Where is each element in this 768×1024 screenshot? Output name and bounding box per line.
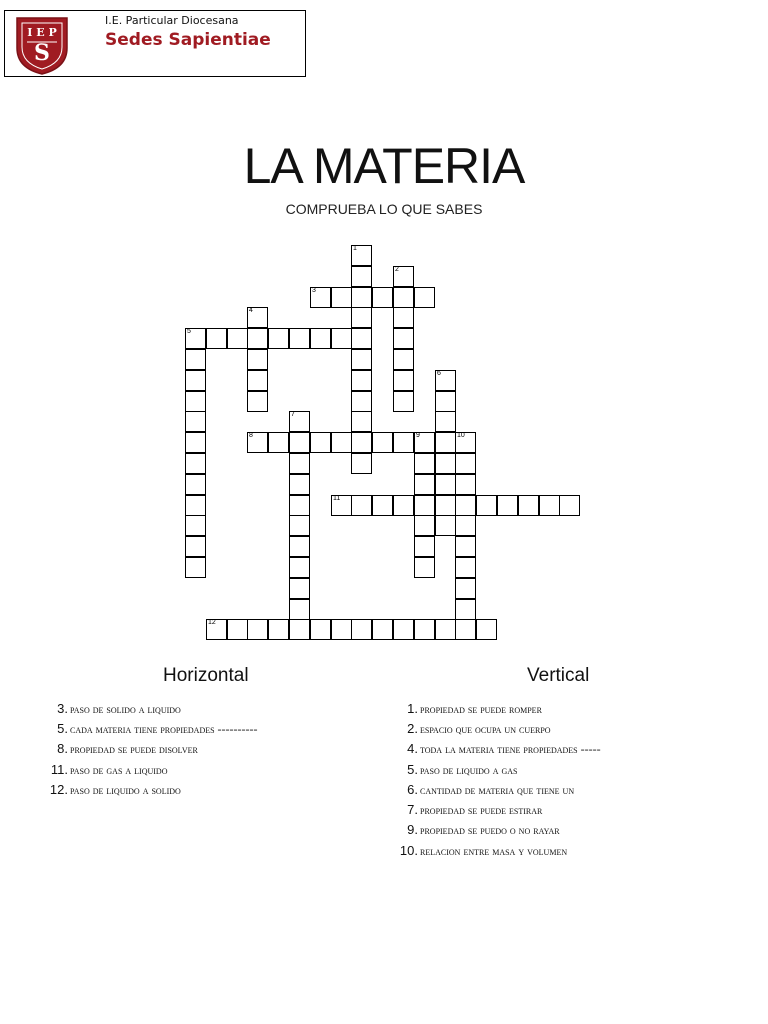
crossword-cell[interactable] [455,536,476,557]
crossword-cell[interactable] [289,432,310,453]
crossword-cell[interactable] [435,515,456,536]
crossword-cell[interactable] [414,474,435,495]
crossword-cell[interactable] [185,328,206,349]
horizontal-clue: 3. paso de solido a liquido [57,701,181,716]
crossword-cell[interactable] [351,245,372,266]
crossword-cell[interactable] [414,432,435,453]
crossword-cell[interactable] [455,495,476,516]
cell-number: 1 [353,245,357,252]
crossword-cell[interactable] [414,536,435,557]
vertical-clue: 4. toda la materia tiene propiedades ----- [407,741,601,756]
crossword-cell[interactable] [351,453,372,474]
vertical-clue: 9. propiedad se puedo o no rayar [407,822,560,837]
crossword-cell[interactable] [247,391,268,412]
crossword-cell[interactable] [435,619,456,640]
crossword-cell[interactable] [310,287,331,308]
school-subtitle: I.E. Particular Diocesana [105,14,239,27]
crossword-cell[interactable] [455,619,476,640]
cell-number: 8 [249,432,253,439]
crossword-cell[interactable] [351,287,372,308]
crossword-cell[interactable] [289,411,310,432]
crossword-cell[interactable] [455,599,476,620]
crossword-cell[interactable] [414,557,435,578]
crossword-cell[interactable] [331,432,352,453]
crossword-cell[interactable] [331,619,352,640]
crossword-cell[interactable] [185,557,206,578]
crossword-cell[interactable] [351,432,372,453]
crossword-cell[interactable] [247,370,268,391]
crossword-cell[interactable] [539,495,560,516]
crossword-cell[interactable] [351,411,372,432]
crossword-cell[interactable] [414,515,435,536]
cell-number: 5 [187,328,191,335]
crossword-cell[interactable] [393,370,414,391]
cell-number: 10 [457,432,465,439]
crossword-cell[interactable] [289,536,310,557]
crossword-cell[interactable] [497,495,518,516]
crossword-cell[interactable] [289,599,310,620]
crossword-cell[interactable] [435,411,456,432]
crossword-cell[interactable] [435,391,456,412]
crossword-cell[interactable] [435,453,456,474]
crossword-cell[interactable] [185,453,206,474]
crossword-cell[interactable] [227,619,248,640]
crossword-cell[interactable] [372,619,393,640]
vertical-clue: 6. cantidad de materia que tiene un [407,782,575,797]
crossword-cell[interactable] [247,619,268,640]
cell-number: 3 [312,287,316,294]
crossword-cell[interactable] [351,349,372,370]
crossword-cell[interactable] [206,328,227,349]
crossword-cell[interactable] [247,328,268,349]
crossword-cell[interactable] [351,266,372,287]
cell-number: 6 [437,370,441,377]
vertical-clue: 7. propiedad se puede estirar [407,802,543,817]
vertical-heading: Vertical [527,665,590,686]
crossword-cell[interactable] [414,619,435,640]
cell-number: 11 [333,495,341,502]
horizontal-heading: Horizontal [163,665,249,686]
crossword-cell[interactable] [455,578,476,599]
crossword-cell[interactable] [351,370,372,391]
vertical-clue: 2. espacio que ocupa un cuerpo [407,721,551,736]
crossword-cell[interactable] [289,557,310,578]
crossword-cell[interactable] [455,474,476,495]
crossword-cell[interactable] [455,557,476,578]
crossword-cell[interactable] [268,619,289,640]
crossword-cell[interactable] [372,432,393,453]
crossword-cell[interactable] [289,578,310,599]
crossword-cell[interactable] [393,328,414,349]
crossword-cell[interactable] [351,391,372,412]
crossword-cell[interactable] [393,619,414,640]
crossword-cell[interactable] [559,495,580,516]
crossword-cell[interactable] [393,287,414,308]
crossword-cell[interactable] [268,328,289,349]
crossword-cell[interactable] [289,515,310,536]
crossword-cell[interactable] [372,287,393,308]
crossword-cell[interactable] [372,495,393,516]
crossword-cell[interactable] [206,619,227,640]
crossword-cell[interactable] [185,349,206,370]
crossword-cell[interactable] [185,474,206,495]
crossword-cell[interactable] [289,495,310,516]
crossword-cell[interactable] [185,370,206,391]
crossword-cell[interactable] [331,287,352,308]
crossword-cell[interactable] [455,515,476,536]
crossword-cell[interactable] [476,495,497,516]
horizontal-clue: 8. propiedad se puede disolver [57,741,198,756]
crossword-cell[interactable] [435,432,456,453]
crossword-cell[interactable] [185,391,206,412]
crossword-cell[interactable] [185,432,206,453]
svg-text:I E P: I E P [27,26,57,39]
crossword-cell[interactable] [393,349,414,370]
crossword-cell[interactable] [414,287,435,308]
crossword-cell[interactable] [435,495,456,516]
crossword-cell[interactable] [518,495,539,516]
cell-number: 9 [416,432,420,439]
crossword-cell[interactable] [331,495,352,516]
crossword-cell[interactable] [455,432,476,453]
horizontal-clue: 11. paso de gas a liquido [50,762,168,777]
crossword-cell[interactable] [289,474,310,495]
crossword-cell[interactable] [310,432,331,453]
crossword-cell[interactable] [289,453,310,474]
crossword-cell[interactable] [393,391,414,412]
crossword-cell[interactable] [393,266,414,287]
school-name: Sedes Sapientiae [105,30,271,50]
vertical-clue: 1. propiedad se puede romper [407,701,542,716]
crossword-cell[interactable] [185,515,206,536]
crossword-cell[interactable] [435,474,456,495]
crossword-cell[interactable] [393,432,414,453]
page-title: LA MATERIA [243,138,525,194]
crossword-cell[interactable] [310,328,331,349]
crossword-cell[interactable] [247,432,268,453]
cell-number: 4 [249,307,253,314]
vertical-clue: 5. paso de liquido a gas [407,762,518,777]
crossword-cell[interactable] [393,307,414,328]
crossword-cell[interactable] [414,495,435,516]
crossword-cell[interactable] [310,619,331,640]
crossword-cell[interactable] [414,453,435,474]
crossword-cell[interactable] [393,495,414,516]
crossword-cell[interactable] [351,328,372,349]
crossword-cell[interactable] [435,370,456,391]
crossword-cell[interactable] [185,495,206,516]
horizontal-clue: 5. cada materia tiene propiedades ---------- [57,721,258,736]
vertical-clue: 10. relacion entre masa y volumen [399,843,568,858]
horizontal-clue: 12. paso de liquido a solido [49,782,181,797]
crossword-cell[interactable] [351,619,372,640]
cell-number: 2 [395,266,399,273]
page-subtitle: COMPRUEBA LO QUE SABES [285,201,483,217]
crossword-cell[interactable] [185,411,206,432]
cell-number: 12 [208,619,216,626]
crossword-cell[interactable] [351,307,372,328]
crossword-cell[interactable] [476,619,497,640]
svg-text:S: S [34,40,50,66]
crossword-cell[interactable] [247,307,268,328]
crossword-cell[interactable] [185,536,206,557]
crossword-cell[interactable] [351,495,372,516]
crossword-cell[interactable] [247,349,268,370]
cell-number: 7 [291,411,295,418]
crossword-cell[interactable] [289,619,310,640]
crossword-cell[interactable] [227,328,248,349]
crossword-cell[interactable] [331,328,352,349]
crossword-cell[interactable] [289,328,310,349]
crossword-cell[interactable] [455,453,476,474]
crossword-cell[interactable] [268,432,289,453]
